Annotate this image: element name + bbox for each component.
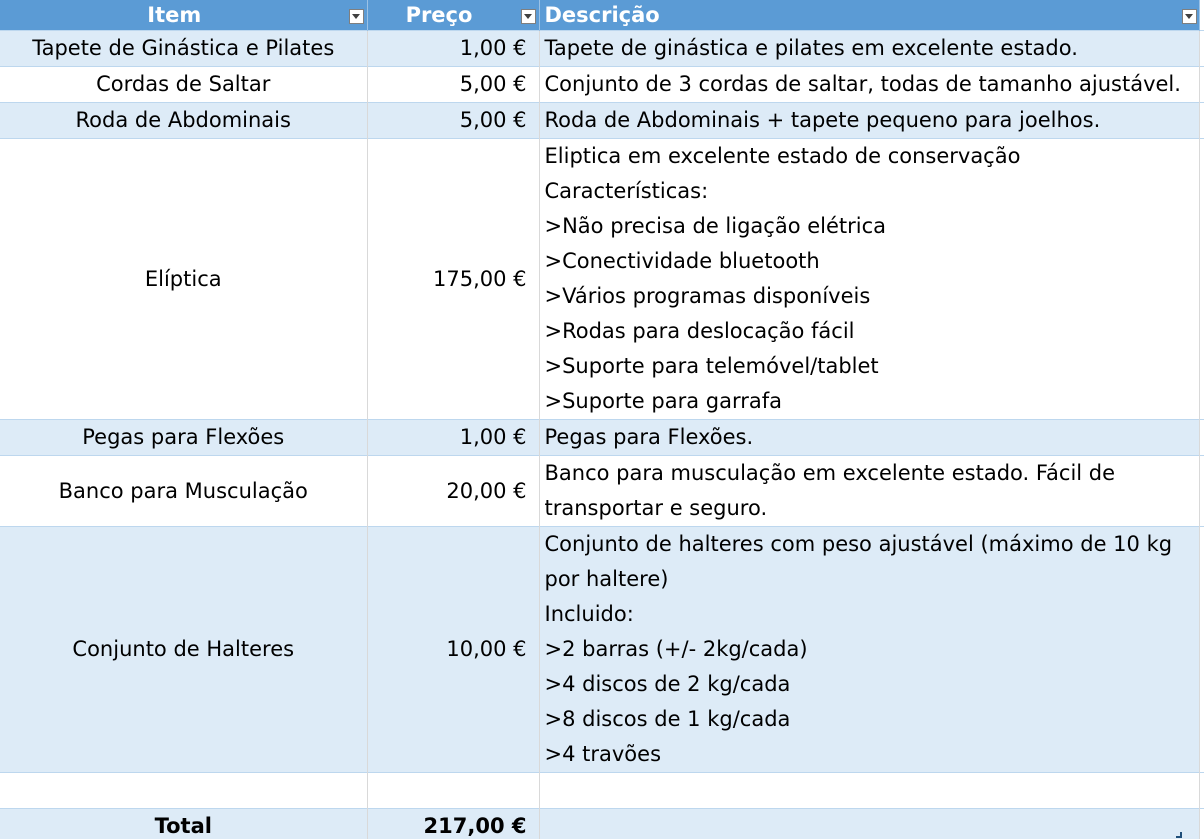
cell-description[interactable] bbox=[539, 67, 1199, 103]
grid-edge bbox=[1199, 139, 1204, 420]
cell-item[interactable]: Pegas para Flexões bbox=[0, 420, 367, 456]
cell-description[interactable] bbox=[539, 31, 1199, 67]
header-price-label: Preço bbox=[405, 3, 473, 27]
description-line: transportar e seguro. bbox=[544, 496, 768, 520]
cell-item[interactable]: Roda de Abdominais bbox=[0, 103, 367, 139]
header-item[interactable] bbox=[0, 0, 367, 31]
description-line: >Suporte para telemóvel/tablet bbox=[544, 354, 879, 378]
cell-empty[interactable] bbox=[367, 773, 539, 809]
cell-description[interactable] bbox=[539, 420, 1199, 456]
header-row bbox=[0, 0, 1204, 31]
cell-description[interactable] bbox=[539, 139, 1199, 420]
description-line: >4 discos de 2 kg/cada bbox=[544, 672, 791, 696]
table-row bbox=[0, 527, 1204, 773]
header-price[interactable] bbox=[367, 0, 539, 31]
dropdown-arrow-icon bbox=[352, 14, 360, 19]
cell-item[interactable]: Cordas de Saltar bbox=[0, 67, 367, 103]
grid-edge bbox=[1199, 31, 1204, 67]
cell-empty[interactable] bbox=[539, 773, 1199, 809]
cell-price[interactable]: 20,00 € bbox=[367, 456, 539, 527]
header-description-label: Descrição bbox=[544, 3, 660, 27]
total-row bbox=[0, 809, 1204, 839]
grid-edge bbox=[1199, 103, 1204, 139]
description-line: >2 barras (+/- 2kg/cada) bbox=[544, 637, 808, 661]
cell-price[interactable]: 1,00 € bbox=[367, 31, 539, 67]
description-line: Roda de Abdominais + tapete pequeno para joelhos. bbox=[544, 108, 1101, 132]
cell-description[interactable] bbox=[539, 527, 1199, 773]
description-line: Banco para musculação em excelente estado. Fácil de bbox=[544, 461, 1116, 485]
cell-description[interactable] bbox=[539, 103, 1199, 139]
grid-edge bbox=[1199, 67, 1204, 103]
cell-price[interactable]: 5,00 € bbox=[367, 67, 539, 103]
cell-empty[interactable] bbox=[539, 809, 1199, 839]
filter-price-button[interactable] bbox=[521, 9, 536, 24]
grid-edge bbox=[1199, 809, 1204, 839]
grid-edge bbox=[1199, 0, 1204, 31]
description-line: Características: bbox=[544, 179, 709, 203]
grid-edge bbox=[1199, 456, 1204, 527]
description-line: >Vários programas disponíveis bbox=[544, 284, 871, 308]
dropdown-arrow-icon bbox=[524, 14, 532, 19]
cell-item[interactable]: Tapete de Ginástica e Pilates bbox=[0, 31, 367, 67]
description-line: >Suporte para garrafa bbox=[544, 389, 782, 413]
description-line: Eliptica em excelente estado de conservação bbox=[544, 144, 1021, 168]
table-row bbox=[0, 456, 1204, 527]
grid-edge bbox=[1199, 420, 1204, 456]
empty-row bbox=[0, 773, 1204, 809]
cell-price[interactable]: 10,00 € bbox=[367, 527, 539, 773]
cell-item[interactable]: Banco para Musculação bbox=[0, 456, 367, 527]
cell-price[interactable]: 5,00 € bbox=[367, 103, 539, 139]
cell-empty[interactable] bbox=[0, 773, 367, 809]
description-line: >4 travões bbox=[544, 742, 662, 766]
header-item-label: Item bbox=[147, 3, 202, 27]
description-line: Conjunto de halteres com peso ajustável (máximo de 10 kg bbox=[544, 532, 1173, 556]
description-line: >Não precisa de ligação elétrica bbox=[544, 214, 887, 238]
table-resize-handle[interactable] bbox=[1176, 832, 1182, 838]
cell-item[interactable]: Conjunto de Halteres bbox=[0, 527, 367, 773]
filter-description-button[interactable] bbox=[1182, 9, 1197, 24]
header-description[interactable] bbox=[539, 0, 1199, 31]
total-price[interactable]: 217,00 € bbox=[367, 809, 539, 839]
description-line: por haltere) bbox=[544, 567, 669, 591]
description-line: >Conectividade bluetooth bbox=[544, 249, 820, 273]
dropdown-arrow-icon bbox=[1185, 14, 1193, 19]
table-row bbox=[0, 420, 1204, 456]
cell-price[interactable]: 175,00 € bbox=[367, 139, 539, 420]
description-line: Tapete de ginástica e pilates em excelente estado. bbox=[544, 36, 1078, 60]
cell-description[interactable] bbox=[539, 456, 1199, 527]
description-line: Conjunto de 3 cordas de saltar, todas de tamanho ajustável. bbox=[544, 72, 1181, 96]
total-label[interactable]: Total bbox=[0, 809, 367, 839]
table-row bbox=[0, 31, 1204, 67]
cell-price[interactable]: 1,00 € bbox=[367, 420, 539, 456]
grid-edge bbox=[1199, 527, 1204, 773]
cell-item[interactable]: Elíptica bbox=[0, 139, 367, 420]
table-body bbox=[0, 31, 1204, 839]
description-line: >8 discos de 1 kg/cada bbox=[544, 707, 791, 731]
description-line: Incluido: bbox=[544, 602, 634, 626]
description-line: Pegas para Flexões. bbox=[544, 425, 754, 449]
table-row bbox=[0, 67, 1204, 103]
table-row bbox=[0, 139, 1204, 420]
filter-item-button[interactable] bbox=[349, 9, 364, 24]
description-line: >Rodas para deslocação fácil bbox=[544, 319, 855, 343]
table-row bbox=[0, 103, 1204, 139]
grid-edge bbox=[1199, 773, 1204, 809]
